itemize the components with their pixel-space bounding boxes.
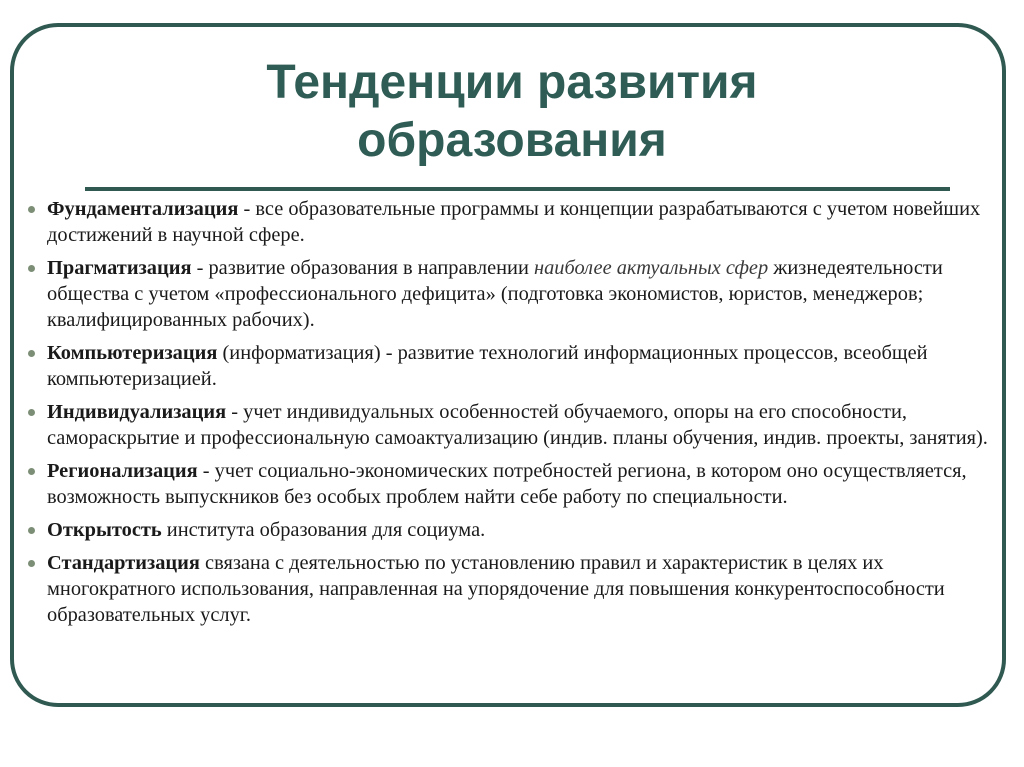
item-term: Прагматизация [47,257,192,279]
bullet-icon [28,409,35,416]
bullet-icon [28,560,35,567]
item-term: Открытость [47,519,162,541]
list-item-computerization [28,340,1003,392]
item-text: - учет социально-экономических потребностей региона, в котором оно осуществляется, возможность выпускников без особых проблем найти себе работу по специальности. [47,460,967,508]
item-text: (информатизация) - развитие технологий информационных процессов, всеобщей компьютеризацией. [47,342,928,390]
item-term: Компьютеризация [47,342,218,364]
title-divider [85,187,950,191]
list-item-individualization [28,399,1003,451]
bullet-icon [28,350,35,357]
bullet-icon [28,206,35,213]
list-item-pragmatization [28,255,1003,333]
item-emphasis: наиболее актуальных сфер [533,257,769,279]
list-item-fundamentalization [28,196,1003,248]
item-text: жизнедеятельности общества с учетом «профессионального дефицита» (подготовка экономистов, юристов, менеджеров; квалифицированных рабочих). [47,257,943,331]
item-text: связана с деятельностью по установлению правил и характеристик в целях их многократного использования, направленная на упорядочение для повышения конкурентоспособности образовательных услуг. [47,552,945,626]
item-term: Фундаментализация [47,198,239,220]
item-text: - учет индивидуальных особенностей обучаемого, опоры на его способности, самораскрытие и профессиональную самоактуализацию (индив. планы обучения, индив. проекты, занятия). [47,401,988,449]
item-term: Стандартизация [47,552,200,574]
list-item-openness [28,517,1003,543]
item-text: института образования для социума. [161,519,486,541]
bullet-icon [28,265,35,272]
slide-title-line-1: Тенденции развития [266,56,758,109]
item-text: - развитие образования в направлении [191,257,534,279]
list-item-regionalization [28,458,1003,510]
item-term: Регионализация [47,460,198,482]
item-text: - все образовательные программы и концепции разрабатываются с учетом новейших достижений в научной сфере. [47,198,981,246]
slide-title-line-2: образования [357,114,667,167]
list-item-standardization [28,550,1003,628]
trends-list [28,196,1003,635]
bullet-icon [28,468,35,475]
bullet-icon [28,527,35,534]
item-term: Индивидуализация [47,401,227,423]
slide-title [0,54,1024,170]
